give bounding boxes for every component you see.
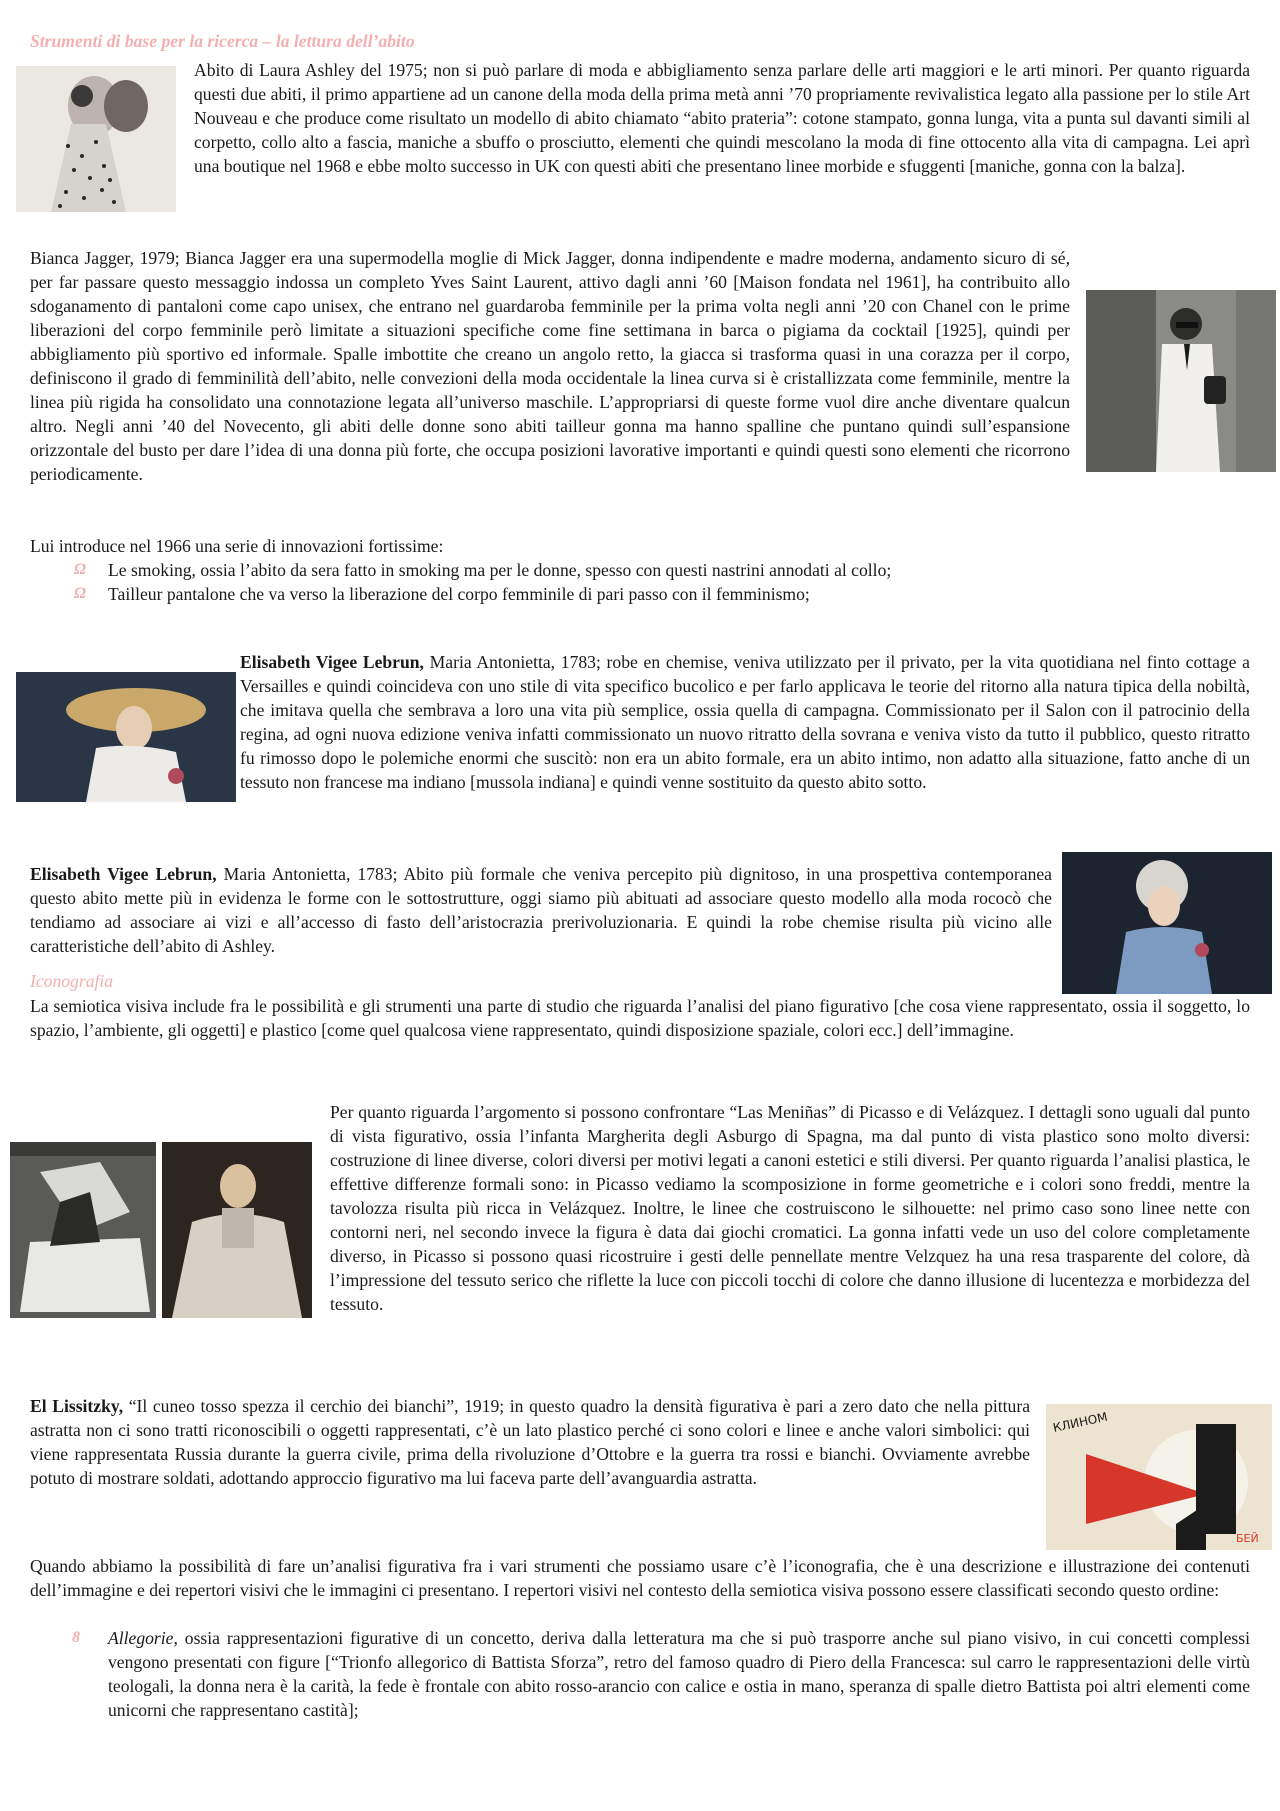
lebrun-author: Elisabeth Vigee Lebrun,: [30, 864, 217, 884]
bullet-mark: Ω: [74, 585, 86, 602]
marie-antoinette-formal: [1062, 852, 1272, 994]
marie-antoinette-chemise: [16, 672, 236, 802]
lebrun-formal-paragraph: [30, 862, 1052, 958]
repertori-paragraph: Quando abbiamo la possibilità di fare un’analisi figurativa fra i vari strumenti che possiamo usare c’è l’iconografia, che è una descrizione e illustrazione dei contenuti dell’immagine e dei repertori visivi che le immagini ci presentano. I repertori visivi nel contesto della semiotica visiva possono essere classificati secondo questo ordine:: [30, 1556, 1250, 1600]
allegorie-text: ossia rappresentazioni figurative di un concetto, deriva dalla letteratura ma che si può trasporre anche sul piano visivo, in cui concetti complessi vengono presentati con figure [“Trionfo allegorico di Battista Sforza”, retro del famoso quadro di Piero della Francesca: sul carro le rappresentazioni delle virtù teologali, la donna nera è la carità, la fede è frontale con abito rosso-arancio con calice e ostia in mano, speranza di spalle dietro Battista poi altri elementi come unicorni che rappresentano castità];: [108, 1628, 1250, 1720]
jagger-bullet-list: [30, 558, 1270, 606]
poster-word-1: КЛИНОМ: [1051, 1409, 1109, 1435]
lebrun-author: Elisabeth Vigee Lebrun,: [240, 652, 424, 672]
bullet-text: Tailleur pantalone che va verso la liberazione del corpo femminile di pari passo con il femminismo;: [108, 584, 810, 604]
poster-word-2: БЕЙ: [1236, 1532, 1259, 1545]
lebrun-chemise-text: Maria Antonietta, 1783; robe en chemise, veniva utilizzato per il privato, per la vita quotidiana nel finto cottage a Versailles e quindi coincideva con uno stile di vita specifico bucolico e per farlo applicava le teorie del ritorno alla natura tipica della nobiltà, che imitava quella che sembrava a loro una vita più semplice, ossia quella di campagna. Commissionato per il Salon con il patrocinio della regina, ad ogni nuova edizione veniva infatti commissionato un nuovo ritratto della sovrana e veniva visto da tutto il pubblico, questo ritratto fu rimosso dopo le polemiche enormi che suscitò: non era un abito formale, era un abito intimo, non adatto alla situazione, fatto anche di un tessuto non francese ma indiano [mussola indiana] e quindi venne sostituito da questo abito sotto.: [240, 652, 1250, 792]
iconografia-paragraph: La semiotica visiva include fra le possibilità e gli strumenti una parte di studio che riguarda l’analisi del piano figurativo [che cosa viene rappresentato, ossia il soggetto, lo spazio, l’ambiente, gli oggetti] e plastico [come quel qualcosa viene rappresentato, quindi disposizione spaziale, colori ecc.] dell’immagine.: [30, 996, 1250, 1040]
lissitzky-poster: [1046, 1404, 1272, 1550]
bullet-text: Le smoking, ossia l’abito da sera fatto in smoking ma per le donne, spesso con questi nastrini annodati al collo;: [108, 560, 892, 580]
list-item: [30, 1626, 1250, 1722]
jagger-intro: Lui introduce nel 1966 una serie di innovazioni fortissime:: [30, 536, 444, 556]
lissitzky-author: El Lissitzky,: [30, 1396, 124, 1416]
iconografia-title: Iconografia: [30, 971, 114, 991]
lebrun-chemise-paragraph: [240, 650, 1250, 794]
allegorie-term: Allegorie,: [108, 1628, 178, 1648]
list-item: [30, 582, 1270, 606]
velazquez-meninas: [162, 1142, 312, 1318]
page-heading: Strumenti di base per la ricerca – la lettura dell’abito: [30, 31, 415, 51]
ashley-paragraph: Abito di Laura Ashley del 1975; non si può parlare di moda e abbigliamento senza parlare delle arti maggiori e le arti minori. Per quanto riguarda questi due abiti, il primo appartiene ad un canone della moda della prima metà anni ’70 propriamente revivalistica legato alla passione per lo stile Art Nouveau e che produce come risultato un modello di abito chiamato “abito prateria”: cotone stampato, gonna lunga, vita a punta sul davanti simili al corpetto, collo alto a fascia, maniche a sbuffo o prosciutto, elementi che quindi mescolano la moda di fine ottocento alla vita di campagna. Lei aprì una boutique nel 1968 e ebbe molto successo in UK con questi abiti che presentano linee morbide e sfuggenti [maniche, gonna con la balza].: [194, 60, 1250, 176]
jagger-paragraph: Bianca Jagger, 1979; Bianca Jagger era una supermodella moglie di Mick Jagger, donna indipendente e madre moderna, andamento sicuro di sé, per far passare questo messaggio indossa un completo Yves Saint Laurent, attivo dagli anni ’60 [Maison fondata nel 1961], ha contribuito allo sdoganamento di pantaloni come capo unisex, che entrano nel guardaroba femminile per la prima volta negli anni ’20 con Chanel con le prime liberazioni del corpo femminile però limitate a situazioni specifiche come fine settimana in barca o pigiama da cocktail [1925], quindi per abbigliamento più sportivo ed informale. Spalle imbottite che creano un angolo retto, la giacca si trasforma quasi in una corazza per il corpo, definiscono il grado di femminilità dell’abito, nelle convezioni della moda occidentale la linea curva si è cristallizzata come femminile, mentre la linea più rigida ha consolidato una connotazione legata all’universo maschile. L’appropriarsi di queste forme vuol dire anche diventare qualcun altro. Negli anni ’40 del Novecento, gli abiti delle donne sono abiti tailleur gonna ma hanno spalline che puntano quindi sull’espansione orizzontale del busto per dare l’idea di una donna più forte, che occupa posizioni lavorative importanti e quindi questi sono elementi che ricorrono periodicamente.: [30, 248, 1070, 484]
picasso-meninas: [10, 1142, 156, 1318]
lissitzky-paragraph: [30, 1394, 1030, 1490]
meninas-paragraph: Per quanto riguarda l’argomento si possono confrontare “Las Meniñas” di Picasso e di Velázquez. I dettagli sono uguali dal punto di vista figurativo, ossia l’infanta Margherita degli Asburgo di Spagna, ma dal punto di vista plastico sono molto diversi: costruzione di linee diverse, colori diversi per motivi legati a canoni estetici e stili diversi. Per quanto riguarda l’analisi plastica, le effettive differenze formali sono: in Picasso vediamo la scomposizione in forme geometriche e i colori sono freddi, mentre la tavolozza risulta più ricca in Velázquez. Inoltre, le linee che costruiscono le silhouette: nel primo caso sono linee nette con contorni neri, nel secondo invece la figura è data dai giochi cromatici. La gonna infatti vede un uso del colore completamente diverso, in Picasso si possono quasi ricostruire i gesti delle pennellate mentre Velzquez ha una resa trasparente del colore, dà l’impressione del tessuto serico che riflette la luce con piccoli tocchi di colore che danno illusione di lucentezza e morbidezza del tessuto.: [330, 1102, 1250, 1314]
bianca-jagger-photo: [1086, 290, 1276, 472]
list-item: [30, 558, 1270, 582]
bullet-mark: 8: [72, 1629, 80, 1646]
repertori-bullet-list: [30, 1626, 1250, 1722]
lissitzky-text: “Il cuneo tosso spezza il cerchio dei bianchi”, 1919; in questo quadro la densità figurativa è pari a zero dato che nella pittura astratta non ci sono tratti riconoscibili o oggetti rappresentati, c’è un lato plastico perché ci sono colori e linee e anche valori simbolici: qui viene rappresentata Russia durante la guerra civile, prima della rivoluzione d’Ottobre e la guerra tra rossi e bianchi. Ovviamente avrebbe potuto di mostrare soldati, adottando approccio figurativo ma lui faceva parte dell’avanguardia astratta.: [30, 1396, 1030, 1488]
laura-ashley-photo: [16, 66, 176, 212]
bullet-mark: Ω: [74, 561, 86, 578]
lebrun-formal-text: Maria Antonietta, 1783; Abito più formale che veniva percepito più dignitoso, in una prospettiva contemporanea questo abito mette più in evidenza le forme con le sottostrutture, oggi siamo più abituati ad associare questo modello alla moda rococò che tendiamo ad associare ai vizi e all’accesso di fasto dell’aristocrazia prerivoluzionaria. E quindi la robe chemise risulta più vicino alle caratteristiche dell’abito di Ashley.: [30, 864, 1052, 956]
